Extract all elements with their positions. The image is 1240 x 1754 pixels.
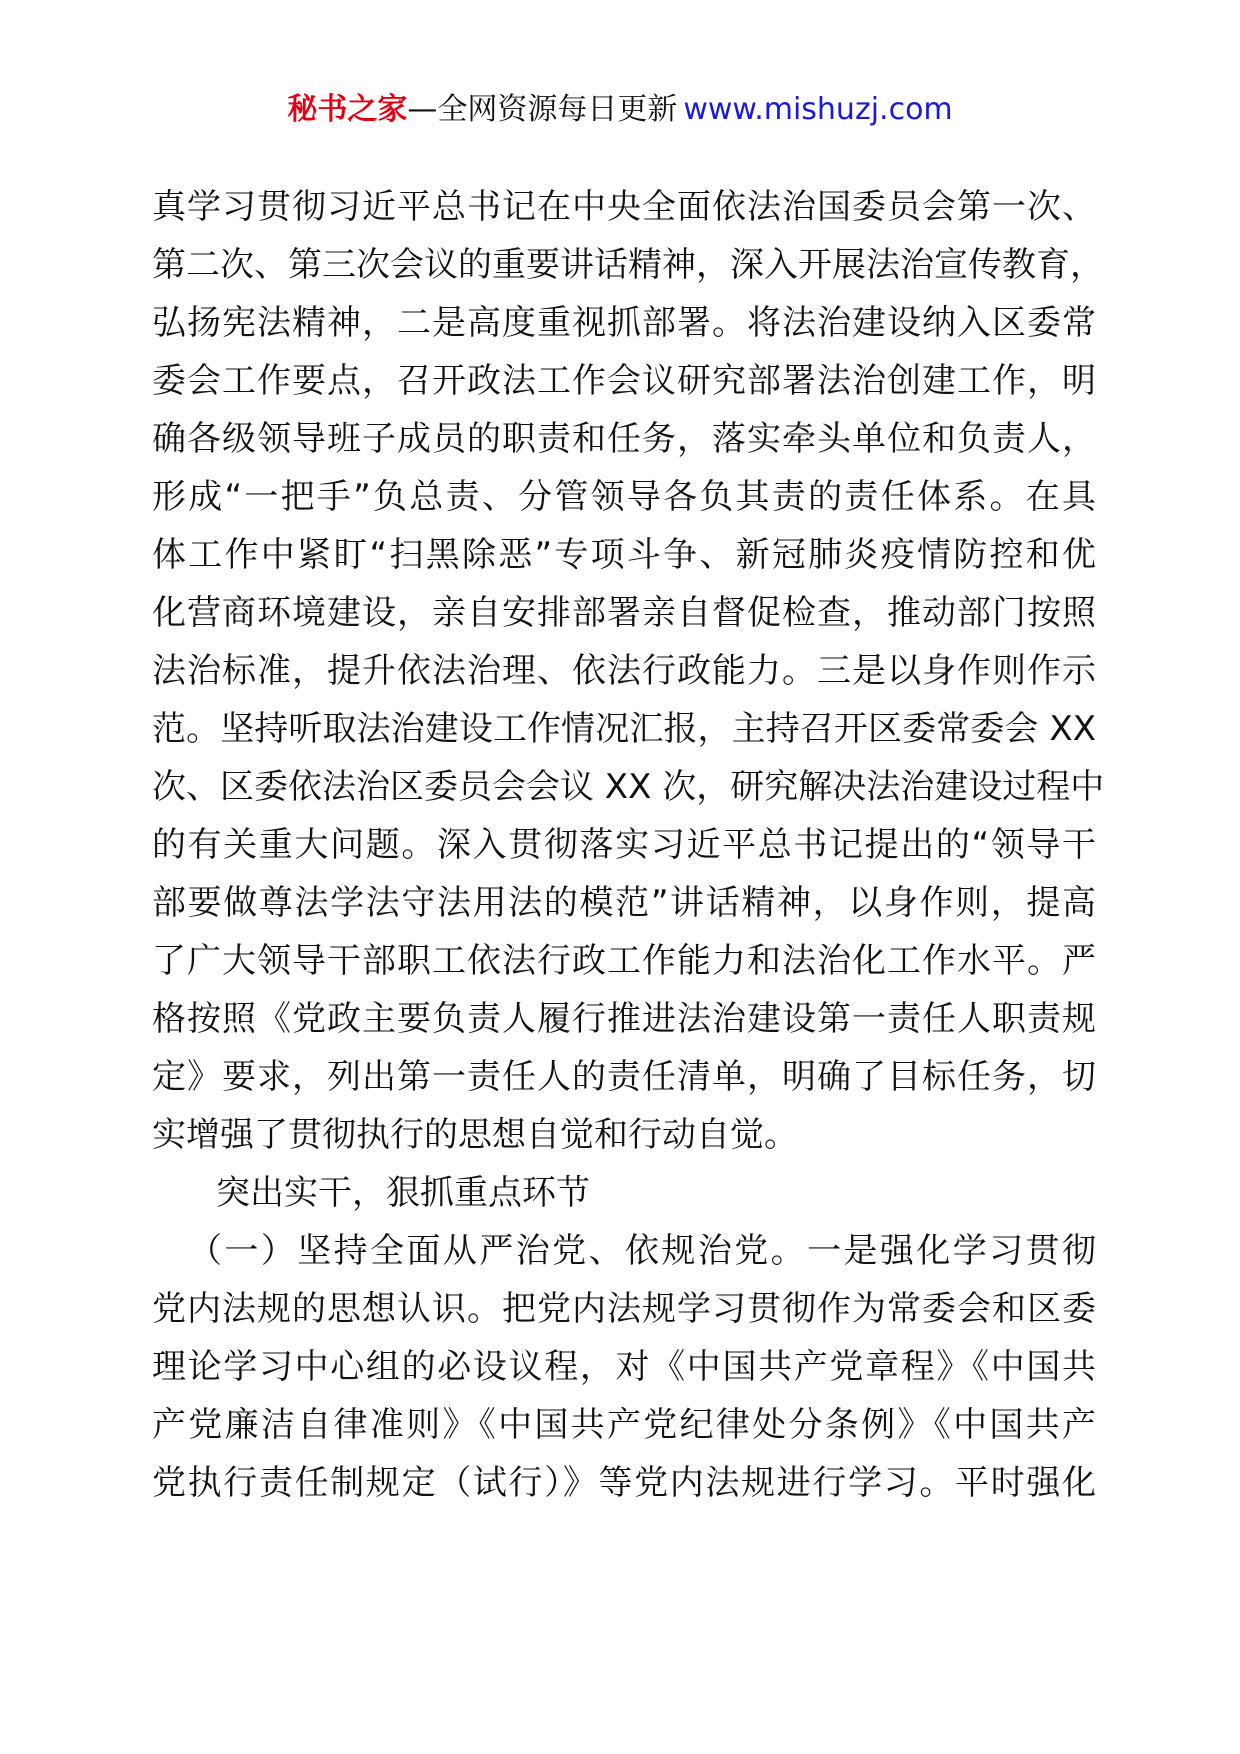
section-line: 产党廉洁自律准则》《中国共产党纪律处分条例》《中国共产 bbox=[152, 1405, 1096, 1445]
body-line: 次、区委依法治区委员会会议 XX 次，研究解决法治建设过程中 bbox=[152, 767, 1105, 807]
body-line: 了广大领导干部职工依法行政工作能力和法治化工作水平。严 bbox=[152, 941, 1096, 981]
section-line: （一）坚持全面从严治党、依规治党。一是强化学习贯彻 bbox=[188, 1231, 1096, 1271]
body-line: 弘扬宪法精神，二是高度重视抓部署。将法治建设纳入区委常 bbox=[152, 303, 1096, 343]
body-line: 确各级领导班子成员的职责和任务，落实牵头单位和负责人， bbox=[152, 419, 1096, 459]
body-line: 部要做尊法学法守法用法的模范”讲话精神，以身作则，提高 bbox=[152, 883, 1096, 923]
body-line: 形成“一把手”负总责、分管领导各负其责的责任体系。在具 bbox=[152, 477, 1096, 517]
page-header bbox=[0, 88, 1240, 132]
site-url-link[interactable]: www.mishuzj.com bbox=[683, 92, 953, 127]
body-line: 定》要求，列出第一责任人的责任清单，明确了目标任务，切 bbox=[152, 1057, 1096, 1097]
document-body bbox=[152, 178, 1105, 1512]
body-line: 的有关重大问题。深入贯彻落实习近平总书记提出的“领导干 bbox=[152, 825, 1096, 865]
body-line: 实增强了贯彻执行的思想自觉和行动自觉。 bbox=[152, 1115, 798, 1155]
section-line: 党内法规的思想认识。把党内法规学习贯彻作为常委会和区委 bbox=[152, 1289, 1096, 1329]
brand-name: 秘书之家 bbox=[287, 92, 408, 127]
body-line: 委会工作要点，召开政法工作会议研究部署法治创建工作，明 bbox=[152, 361, 1096, 401]
body-line: 第二次、第三次会议的重要讲话精神，深入开展法治宣传教育， bbox=[152, 245, 1104, 285]
section-line: 党执行责任制规定（试行）》等党内法规进行学习。平时强化 bbox=[152, 1463, 1096, 1503]
body-line: 法治标准，提升依法治理、依法行政能力。三是以身作则作示 bbox=[152, 651, 1096, 691]
body-line: 体工作中紧盯“扫黑除恶”专项斗争、新冠肺炎疫情防控和优 bbox=[152, 535, 1096, 575]
section-line: 理论学习中心组的必设议程，对《中国共产党章程》《中国共 bbox=[152, 1347, 1096, 1387]
section-heading: 突出实干，狠抓重点环节 bbox=[216, 1173, 590, 1213]
header-tagline: —全网资源每日更新 bbox=[407, 92, 678, 127]
body-line: 格按照《党政主要负责人履行推进法治建设第一责任人职责规 bbox=[152, 999, 1096, 1039]
body-line: 范。坚持听取法治建设工作情况汇报，主持召开区委常委会 XX bbox=[152, 709, 1096, 749]
body-line: 真学习贯彻习近平总书记在中央全面依法治国委员会第一次、 bbox=[152, 187, 1096, 227]
body-line: 化营商环境建设，亲自安排部署亲自督促检查，推动部门按照 bbox=[152, 593, 1096, 633]
